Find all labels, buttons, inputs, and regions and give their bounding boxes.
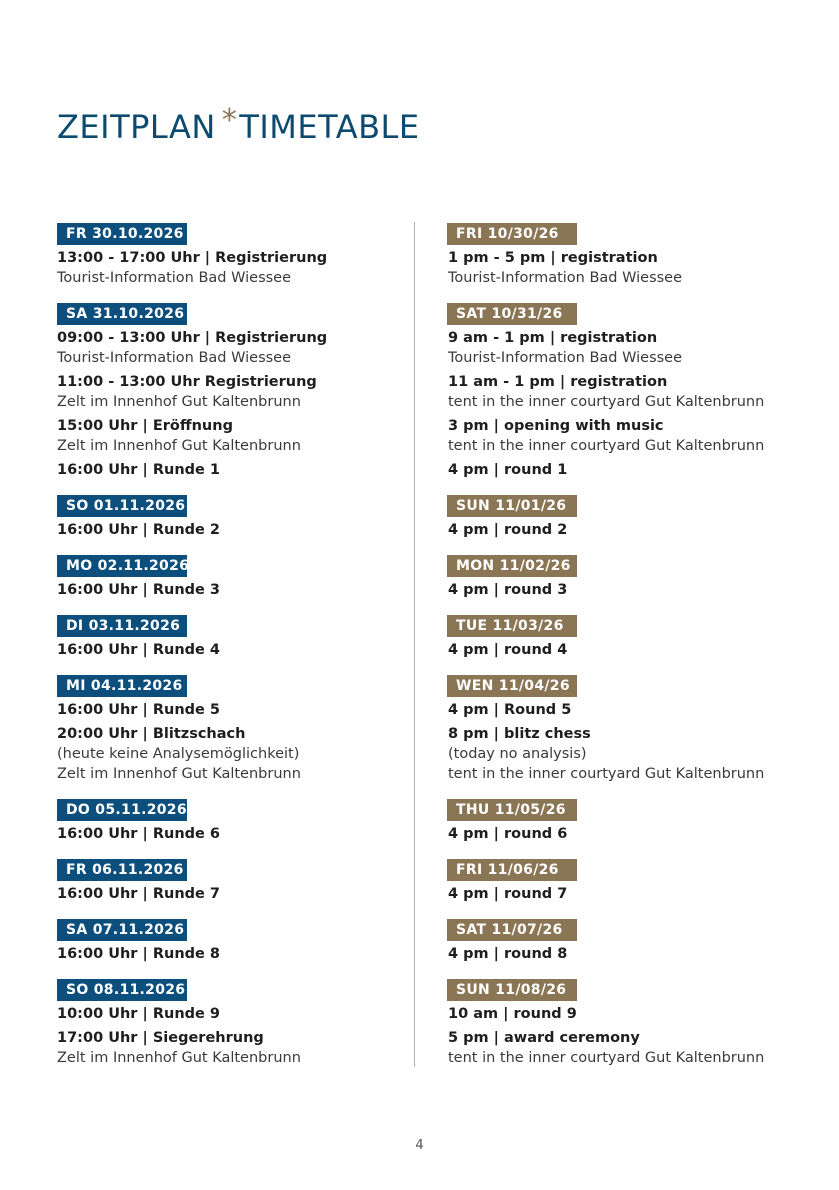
english-event-line: 4 pm | round 1 <box>448 462 568 478</box>
german-location-line: Zelt im Innenhof Gut Kaltenbrunn <box>57 1050 301 1066</box>
english-location-line: Tourist-Information Bad Wiessee <box>448 270 683 286</box>
english-event-line: 4 pm | round 6 <box>448 826 568 842</box>
english-event-line: 8 pm | blitz chess <box>448 726 591 742</box>
english-day-label: FRI 11/06/26 <box>447 859 577 881</box>
english-event-line: 4 pm | round 2 <box>448 522 568 538</box>
english-day-label: SAT 10/31/26 <box>447 303 577 325</box>
german-day-label: DI 03.11.2026 <box>57 615 187 637</box>
english-event-line: 4 pm | round 7 <box>448 886 568 902</box>
english-day-label: SUN 11/01/26 <box>447 495 577 517</box>
english-location-line: (today no analysis) <box>448 746 587 762</box>
german-day-label: FR 06.11.2026 <box>57 859 187 881</box>
page-title <box>57 103 420 146</box>
english-event-line: 4 pm | Round 5 <box>448 702 572 718</box>
german-day-label: SA 07.11.2026 <box>57 919 187 941</box>
german-event-line: 16:00 Uhr | Runde 7 <box>57 886 221 902</box>
title-main: ZEITPLAN <box>57 108 216 146</box>
title-sub: TIMETABLE <box>239 108 420 146</box>
english-day-label: THU 11/05/26 <box>447 799 577 821</box>
english-day-label: SAT 11/07/26 <box>447 919 577 941</box>
english-location-line: tent in the inner courtyard Gut Kaltenbrunn <box>448 766 765 782</box>
german-day-label: MI 04.11.2026 <box>57 675 187 697</box>
german-event-line: 16:00 Uhr | Runde 8 <box>57 946 221 962</box>
english-event-line: 4 pm | round 8 <box>448 946 568 962</box>
english-day-label: WEN 11/04/26 <box>447 675 577 697</box>
german-event-line: 16:00 Uhr | Runde 1 <box>57 462 221 478</box>
english-location-line: Tourist-Information Bad Wiessee <box>448 350 683 366</box>
english-event-line: 10 am | round 9 <box>448 1006 577 1022</box>
german-location-line: Zelt im Innenhof Gut Kaltenbrunn <box>57 394 301 410</box>
title-star-icon: * <box>221 103 238 138</box>
german-event-line: 10:00 Uhr | Runde 9 <box>57 1006 221 1022</box>
german-day-label: SO 01.11.2026 <box>57 495 187 517</box>
english-location-line: tent in the inner courtyard Gut Kaltenbrunn <box>448 438 765 454</box>
english-day-label: MON 11/02/26 <box>447 555 577 577</box>
german-event-line: 13:00 - 17:00 Uhr | Registrierung <box>57 250 328 266</box>
german-event-line: 16:00 Uhr | Runde 6 <box>57 826 221 842</box>
german-event-line: 15:00 Uhr | Eröffnung <box>57 418 233 434</box>
german-event-line: 17:00 Uhr | Siegerehrung <box>57 1030 264 1046</box>
german-location-line: Tourist-Information Bad Wiessee <box>57 350 292 366</box>
english-day-label: SUN 11/08/26 <box>447 979 577 1001</box>
german-location-line: Zelt im Innenhof Gut Kaltenbrunn <box>57 438 301 454</box>
german-day-label: SO 08.11.2026 <box>57 979 187 1001</box>
english-event-line: 5 pm | award ceremony <box>448 1030 640 1046</box>
german-day-label: DO 05.11.2026 <box>57 799 187 821</box>
german-event-line: 16:00 Uhr | Runde 3 <box>57 582 221 598</box>
english-day-label: FRI 10/30/26 <box>447 223 577 245</box>
english-event-line: 4 pm | round 3 <box>448 582 568 598</box>
german-event-line: 20:00 Uhr | Blitzschach <box>57 726 246 742</box>
english-location-line: tent in the inner courtyard Gut Kaltenbrunn <box>448 394 765 410</box>
page-number: 4 <box>415 1138 424 1153</box>
english-location-line: tent in the inner courtyard Gut Kaltenbrunn <box>448 1050 765 1066</box>
english-event-line: 3 pm | opening with music <box>448 418 664 434</box>
german-event-line: 16:00 Uhr | Runde 4 <box>57 642 221 658</box>
german-event-line: 16:00 Uhr | Runde 5 <box>57 702 221 718</box>
english-day-label: TUE 11/03/26 <box>447 615 577 637</box>
german-event-line: 16:00 Uhr | Runde 2 <box>57 522 221 538</box>
german-day-label: SA 31.10.2026 <box>57 303 187 325</box>
english-event-line: 1 pm - 5 pm | registration <box>448 250 658 266</box>
german-day-label: FR 30.10.2026 <box>57 223 187 245</box>
german-day-label: MO 02.11.2026 <box>57 555 187 577</box>
german-event-line: 09:00 - 13:00 Uhr | Registrierung <box>57 330 328 346</box>
german-location-line: Zelt im Innenhof Gut Kaltenbrunn <box>57 766 301 782</box>
german-location-line: (heute keine Analysemöglichkeit) <box>57 746 300 762</box>
german-event-line: 11:00 - 13:00 Uhr Registrierung <box>57 374 317 390</box>
german-location-line: Tourist-Information Bad Wiessee <box>57 270 292 286</box>
english-event-line: 11 am - 1 pm | registration <box>448 374 668 390</box>
english-event-line: 9 am - 1 pm | registration <box>448 330 658 346</box>
english-event-line: 4 pm | round 4 <box>448 642 568 658</box>
column-divider <box>414 222 415 1067</box>
